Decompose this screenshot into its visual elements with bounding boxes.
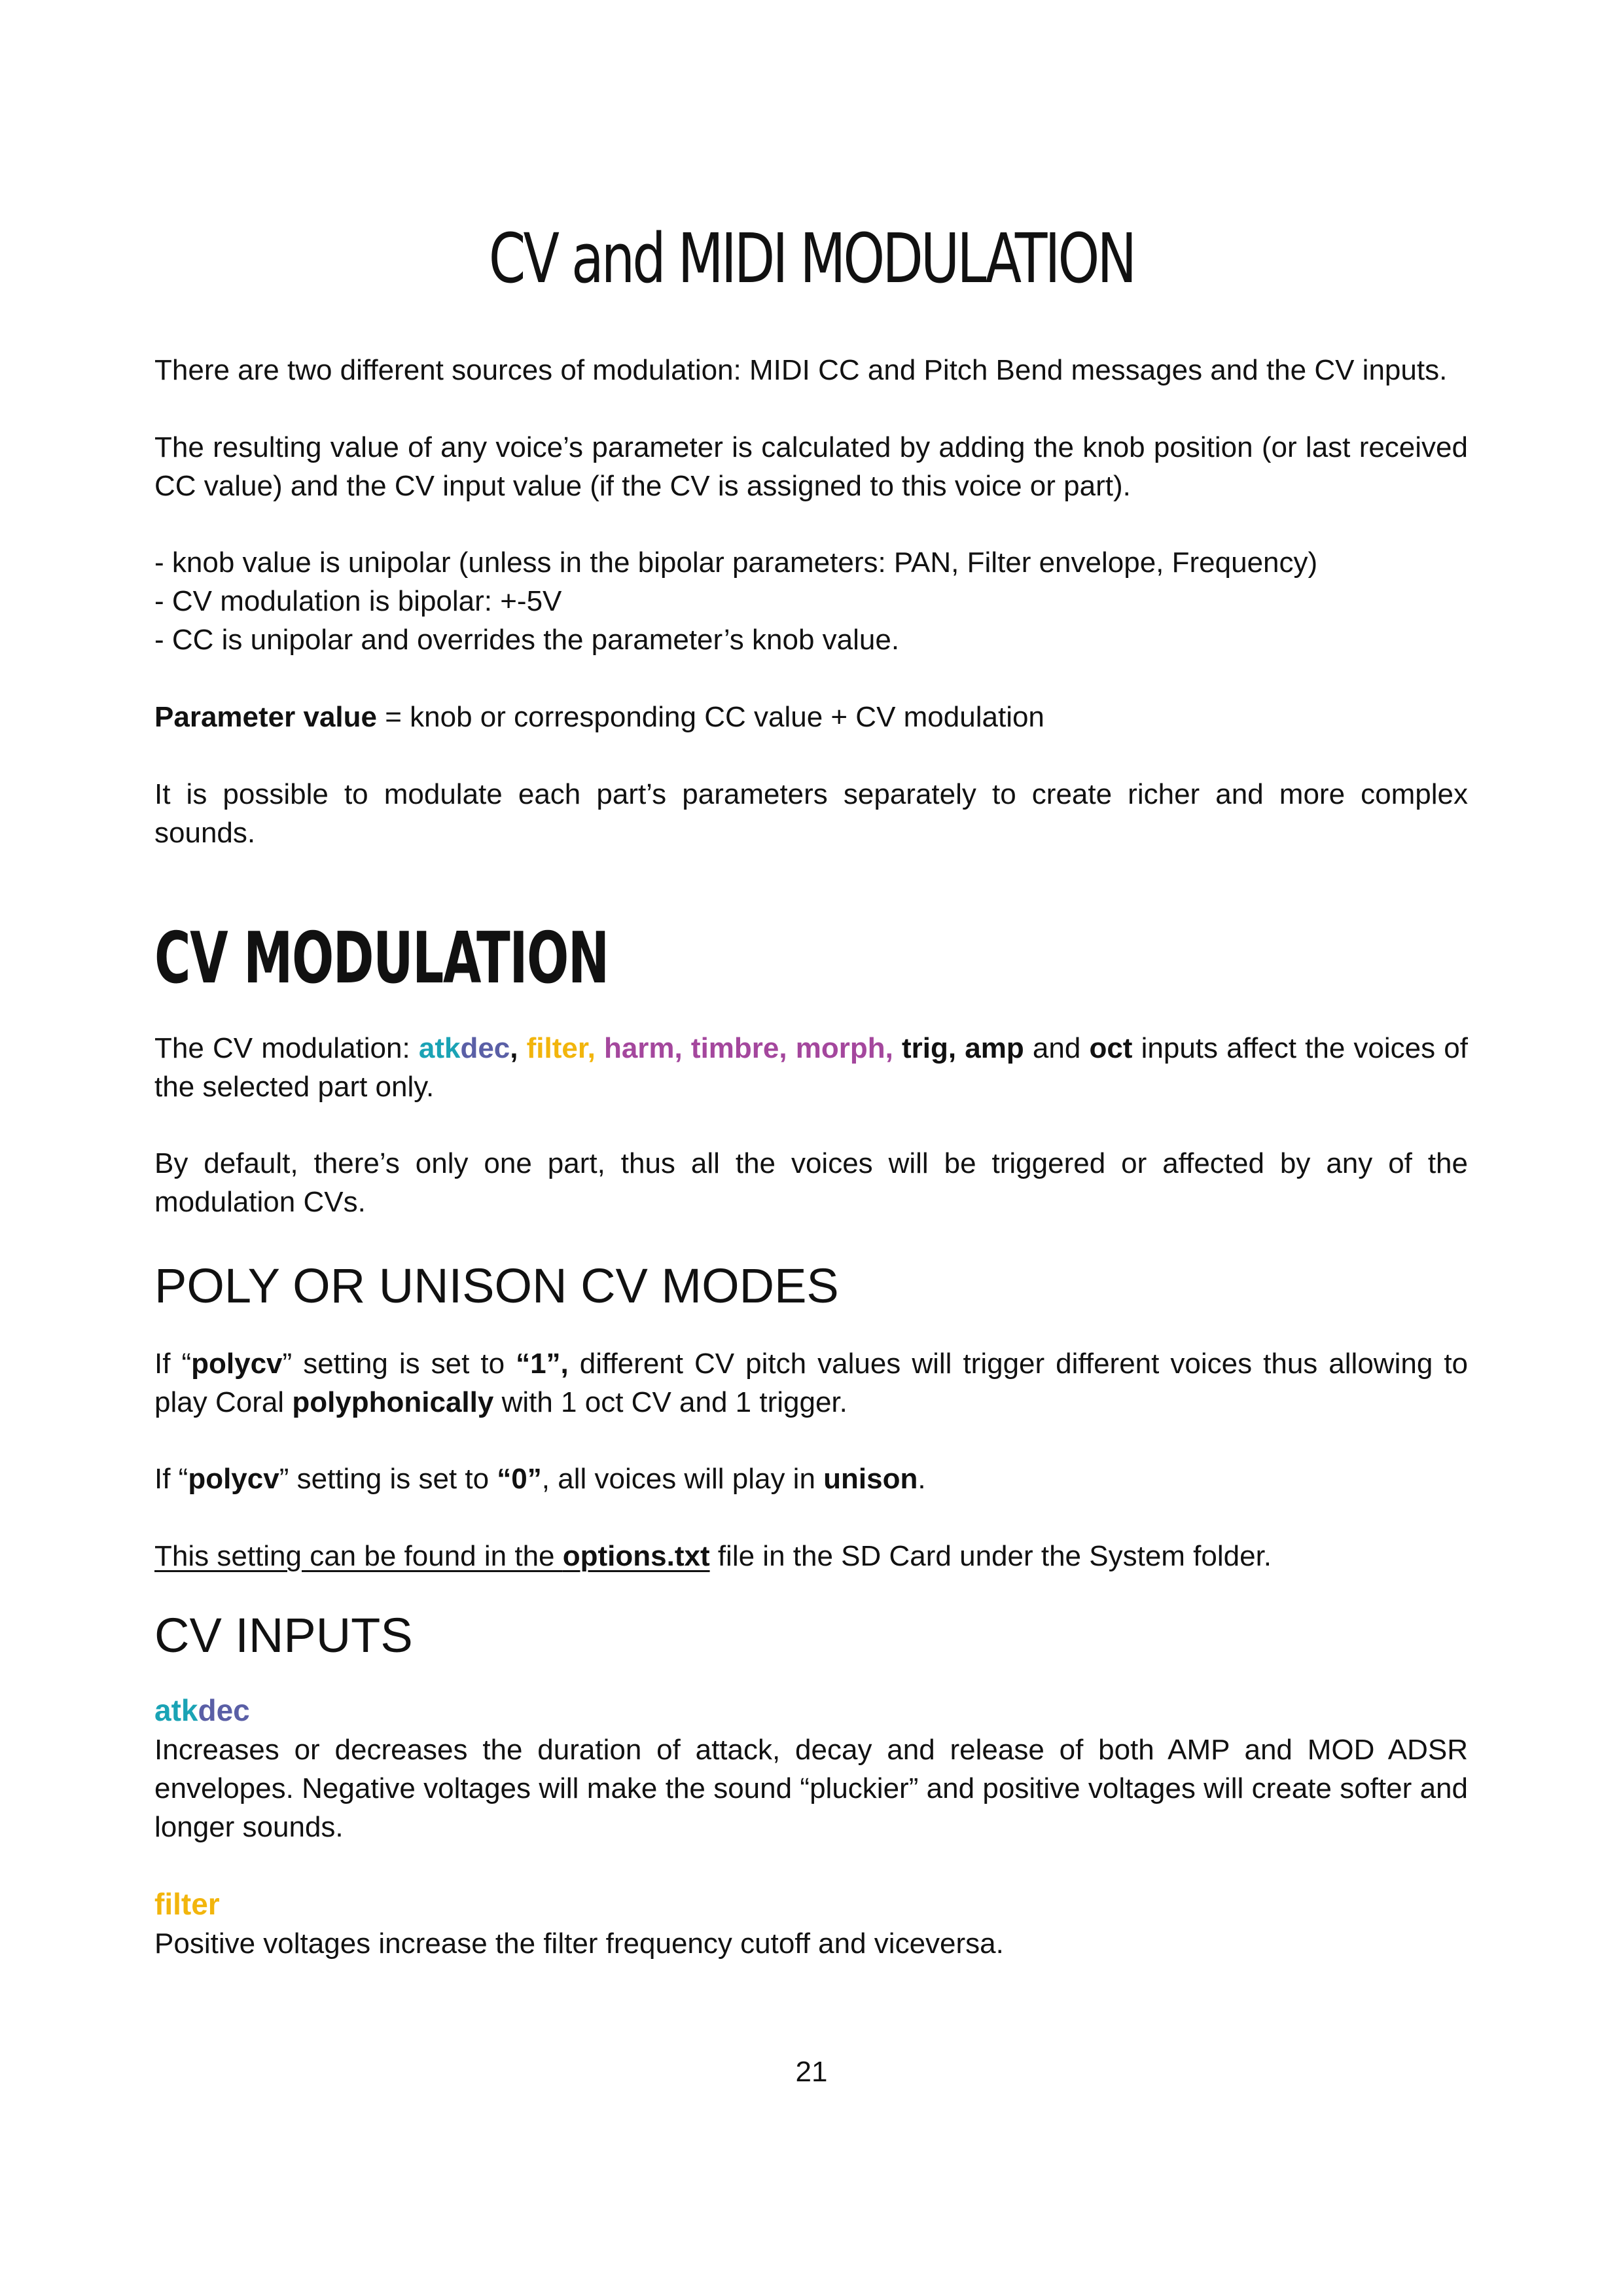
cv-modulation-heading: CV MODULATION [154,918,609,999]
options-note-underlined [154,1540,710,1572]
bullet-cv-bipolar: - CV modulation is bipolar: +-5V [154,585,562,617]
cv-atk-label: atk [418,1032,461,1064]
cv-modulation-inputs-paragraph [154,1029,1468,1106]
parameter-value-formula [154,698,1044,736]
bullet-knob-unipolar: - knob value is unipolar (unless in the bipolar parameters: PAN, Filter envelope, Frequency) [154,547,1318,579]
polycv-keyword: polycv [188,1463,279,1495]
options-file-name: options.txt [562,1540,710,1572]
text: ” setting is set to [282,1348,516,1380]
text: If “ [154,1348,192,1380]
text: with 1 oct CV and 1 trigger. [493,1386,847,1418]
polycv-zero-paragraph [154,1460,926,1498]
atkdec-description: Increases or decreases the duration of attack, decay and release of both AMP and MOD ADSR envelopes. Negative voltages will make the sound “pluckier” and positive voltages will create softer and longer sounds. [154,1734,1468,1843]
intro-paragraph-sources: There are two different sources of modulation: MIDI CC and Pitch Bend messages and the CV inputs. [154,354,1448,386]
cv-modulation-default-paragraph: By default, there’s only one part, thus all the voices will be triggered or affected by any of the modulation CVs. [154,1147,1468,1218]
intro-paragraph-parts: It is possible to modulate each part’s parameters separately to create richer and more complex sounds. [154,778,1468,849]
unison-keyword: unison [823,1463,918,1495]
page-title: CV and MIDI MODULATION [488,219,1135,298]
filter-description: Positive voltages increase the filter frequency cutoff and viceversa. [154,1928,1004,1960]
cv-filter-label: filter, [526,1032,596,1064]
cv-and-text: and [1024,1032,1090,1064]
formula-label: Parameter value [154,701,377,733]
text: If “ [154,1463,188,1495]
text: different CV pitch values will trigger different voices thus allowing to play Coral [154,1348,1469,1418]
page-number: 21 [795,2056,828,2088]
cv-comma: , [510,1032,527,1064]
filter-heading: filter [154,1887,220,1921]
cv-trig-amp-label: trig, amp [893,1032,1024,1064]
polycv-keyword: polycv [191,1348,283,1380]
intro-paragraph-calculation: The resulting value of any voice’s parameter is calculated by adding the knob position (or last received CC value) and the CV input value (if the CV is assigned to this voice or part). [154,431,1468,502]
cv-inputs-heading: CV INPUTS [154,1608,413,1662]
text: ” setting is set to [279,1463,497,1495]
bullet-cc-overrides: - CC is unipolar and overrides the parameter’s knob value. [154,624,900,656]
atkdec-heading [154,1691,250,1730]
atkdec-dec: dec [198,1693,250,1727]
cv-mod-suffix: inputs affect the voices of the selected part only. [154,1032,1468,1103]
polyphonically-keyword: polyphonically [292,1386,494,1418]
cv-harm-timbre-morph-label: harm, timbre, morph, [595,1032,893,1064]
atkdec-atk: atk [154,1693,198,1727]
formula-text: = knob or corresponding CC value + CV modulation [377,701,1044,733]
polycv-one-paragraph [154,1344,1468,1422]
text: , all voices will play in [541,1463,824,1495]
text: This setting can be found in the [154,1540,563,1572]
text: file in the SD Card under the System folder. [709,1540,1272,1572]
cv-dec-label: dec [460,1032,510,1064]
text: . [918,1463,926,1495]
cv-mod-prefix: The CV modulation: [154,1032,419,1064]
cv-oct-label: oct [1089,1032,1133,1064]
options-file-note [154,1537,1272,1575]
polycv-value-one: “1”, [516,1348,569,1380]
polycv-value-zero: “0” [497,1463,542,1495]
poly-unison-heading: POLY OR UNISON CV MODES [154,1259,839,1313]
